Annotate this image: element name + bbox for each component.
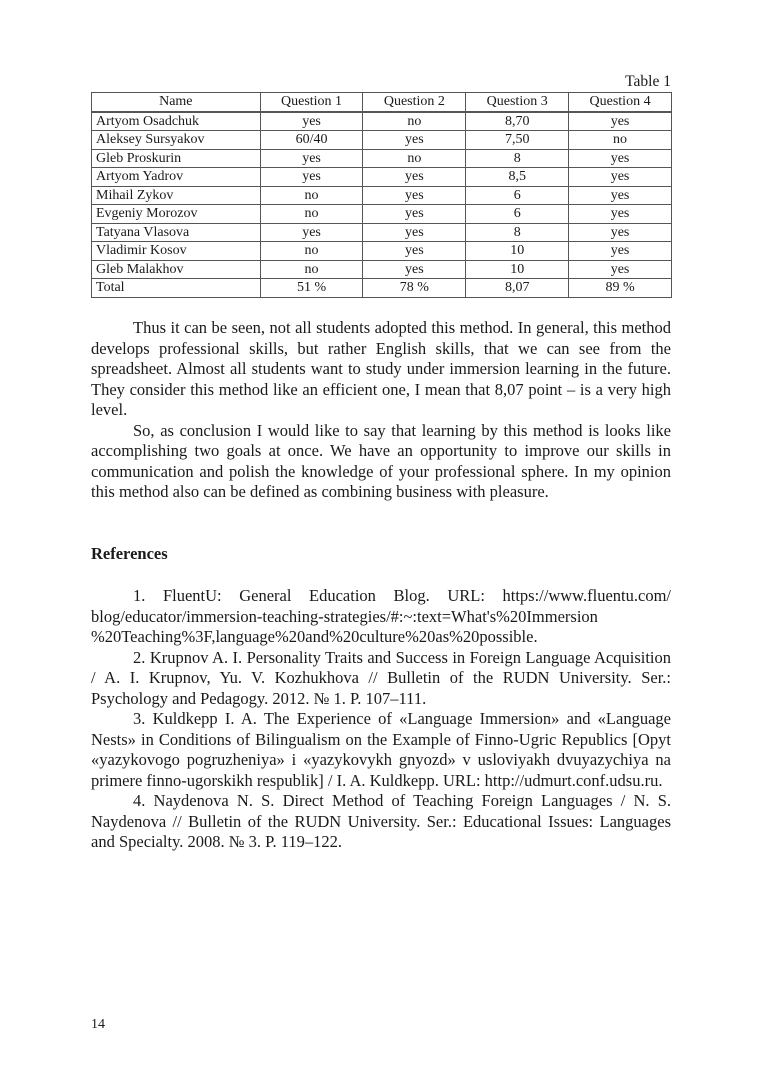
header-name: Name [92, 93, 261, 112]
cell-q4: yes [569, 242, 672, 261]
cell-q1: 60/40 [260, 131, 363, 150]
cell-q3: 10 [466, 242, 569, 261]
cell-q4: yes [569, 223, 672, 242]
cell-q1: yes [260, 112, 363, 131]
cell-q2: yes [363, 242, 466, 261]
cell-q4: yes [569, 149, 672, 168]
cell-q3: 8,5 [466, 168, 569, 187]
references-list [91, 586, 671, 853]
cell-q1: 51 % [260, 279, 363, 298]
page-number: 14 [91, 1017, 105, 1032]
table-header-row [92, 93, 672, 112]
cell-q4: yes [569, 186, 672, 205]
table-row [92, 168, 672, 187]
reference-item: 3. Kuldkepp I. A. The Experience of «Language Immersion» and «Language Nests» in Conditions of Bilingualism on the Example of Finno-Ugric Republics [Opyt «yazykovogo pogruzheniya» i «yazykovykh gnyozd» v usloviyakh dvuyazychiya na primere finno-ugorskikh respublik] / I. A. Kuldkepp. URL: http://udmurt.conf.udsu.ru. [91, 709, 671, 790]
references-heading: References [91, 544, 168, 563]
cell-name: Vladimir Kosov [92, 242, 261, 261]
cell-q3: 8,70 [466, 112, 569, 131]
body-text [91, 318, 671, 503]
header-question-2: Question 2 [363, 93, 466, 112]
cell-q3: 6 [466, 186, 569, 205]
body-paragraph: So, as conclusion I would like to say that learning by this method is looks like accomplishing two goals at once. We have an opportunity to improve our skills in communication and polish the knowledge of your professional sphere. In my opinion this method also can be defined as combining business with pleasure. [91, 420, 671, 501]
cell-q2: yes [363, 131, 466, 150]
header-question-3: Question 3 [466, 93, 569, 112]
cell-q4: yes [569, 112, 672, 131]
survey-table [91, 92, 672, 298]
cell-q2: no [363, 149, 466, 168]
cell-q1: yes [260, 149, 363, 168]
cell-q1: yes [260, 223, 363, 242]
table-total-row [92, 279, 672, 298]
reference-item: 1. FluentU: General Education Blog. URL: https://www.fluentu.com/ blog/educator/immersion-teaching-strategies/#:~:text=What's%20Immersion %20Teaching%3F,language%20and%20culture%20as%20possible. [91, 586, 671, 646]
cell-q4: 89 % [569, 279, 672, 298]
cell-name: Gleb Proskurin [92, 149, 261, 168]
cell-q4: no [569, 131, 672, 150]
cell-q1: no [260, 260, 363, 279]
cell-q2: yes [363, 168, 466, 187]
table-row [92, 260, 672, 279]
cell-q1: no [260, 205, 363, 224]
cell-q3: 8 [466, 149, 569, 168]
cell-name: Gleb Malakhov [92, 260, 261, 279]
cell-name: Artyom Yadrov [92, 168, 261, 187]
cell-q4: yes [569, 205, 672, 224]
cell-q3: 6 [466, 205, 569, 224]
body-paragraph: Thus it can be seen, not all students adopted this method. In general, this method develops professional skills, but rather English skills, that we can see from the spreadsheet. Almost all students want to study under immersion learning in the future. They consider this method like an efficient one, I mean that 8,07 point – is a very high level. [91, 318, 671, 419]
table-row [92, 205, 672, 224]
table-row [92, 242, 672, 261]
cell-name: Aleksey Sursyakov [92, 131, 261, 150]
cell-q2: yes [363, 205, 466, 224]
cell-q1: no [260, 242, 363, 261]
cell-name: Evgeniy Morozov [92, 205, 261, 224]
cell-q3: 8,07 [466, 279, 569, 298]
cell-q3: 10 [466, 260, 569, 279]
cell-q1: no [260, 186, 363, 205]
reference-item: 2. Krupnov A. I. Personality Traits and Success in Foreign Language Acquisition / A. I. Krupnov, Yu. V. Kozhukhova // Bulletin of the RUDN University. Ser.: Psychology and Pedagogy. 2012. № 1. P. 107–111. [91, 647, 671, 708]
header-question-4: Question 4 [569, 93, 672, 112]
cell-q2: yes [363, 186, 466, 205]
cell-q2: yes [363, 223, 466, 242]
cell-q4: yes [569, 168, 672, 187]
table-caption: Table 1 [625, 73, 671, 90]
cell-name: Total [92, 279, 261, 298]
cell-q2: no [363, 112, 466, 131]
cell-name: Mihail Zykov [92, 186, 261, 205]
cell-name: Artyom Osadchuk [92, 112, 261, 131]
cell-q4: yes [569, 260, 672, 279]
table-row [92, 223, 672, 242]
cell-q2: 78 % [363, 279, 466, 298]
table-row [92, 131, 672, 150]
cell-q3: 7,50 [466, 131, 569, 150]
table-row [92, 149, 672, 168]
cell-q3: 8 [466, 223, 569, 242]
cell-q1: yes [260, 168, 363, 187]
cell-name: Tatyana Vlasova [92, 223, 261, 242]
header-question-1: Question 1 [260, 93, 363, 112]
cell-q2: yes [363, 260, 466, 279]
table-row [92, 186, 672, 205]
table-row [92, 112, 672, 131]
reference-item: 4. Naydenova N. S. Direct Method of Teaching Foreign Languages / N. S. Naydenova // Bulletin of the RUDN University. Ser.: Educational Issues: Languages and Specialty. 2008. № 3. P. 119–122. [91, 791, 671, 851]
